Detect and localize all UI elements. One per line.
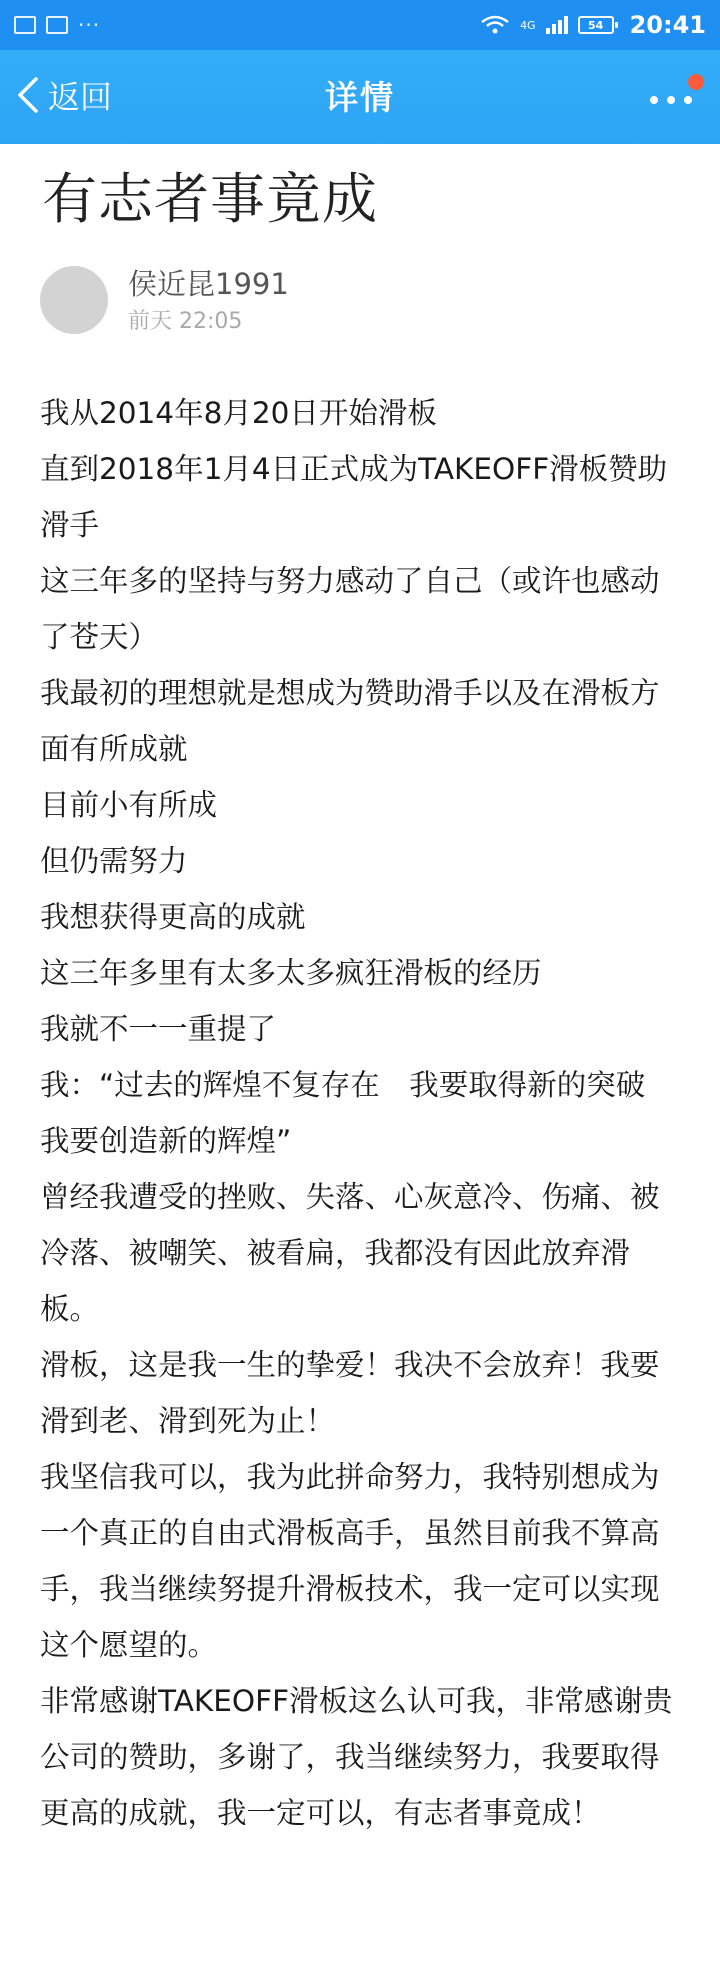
article-title: 有志者事竟成 [42,167,379,231]
paragraph: 我就不一一重提了 [40,1012,277,1046]
paragraph: 我最初的理想就是想成为赞助滑手以及在滑板方面有所成就 [40,676,660,766]
author-row[interactable] [40,262,680,332]
paragraph: 直到2018年1月4日正式成为TAKEOFF滑板赞助滑手 [40,452,668,542]
more-dot [667,96,675,104]
more-dot [684,96,692,104]
more-options-button[interactable] [648,84,694,114]
status-bar [0,0,720,50]
screenshot-icon [46,16,68,34]
paragraph: 我想获得更高的成就 [40,900,306,934]
notification-badge [688,74,704,90]
page-title: 详情 [325,78,395,117]
more-dots-icon: ··· [78,13,101,37]
paragraph: 滑板，这是我一生的挚爱！我决不会放弃！我要滑到老、滑到死为止！ [40,1348,660,1438]
paragraph: 但仍需努力 [40,844,188,878]
paragraph: 非常感谢TAKEOFF滑板这么认可我，非常感谢贵公司的赞助，多谢了，我当继续努力，我要取得更高的成就，我一定可以，有志者事竟成！ [40,1684,673,1830]
network-type: 4G [520,18,536,32]
paragraph: 我从2014年8月20日开始滑板 [40,396,437,430]
paragraph: 我坚信我可以，我为此拼命努力，我特别想成为一个真正的自由式滑板高手，虽然目前我不算高手，我当继续努提升滑板技术，我一定可以实现这个愿望的。 [40,1460,660,1662]
signal-icon [546,16,568,34]
author-name[interactable]: 侯近昆1991 [128,267,289,301]
paragraph: 目前小有所成 [40,788,218,822]
image-icon [14,16,36,34]
paragraph: 我：“过去的辉煌不复存在 我要取得新的突破 我要创造新的辉煌” [40,1068,705,1158]
battery-level: 54 [587,18,604,32]
article-content [40,385,705,1841]
battery-icon [578,16,614,34]
more-dots-icon [650,96,658,104]
wifi-icon [480,15,510,35]
app-header [0,50,720,144]
avatar[interactable] [40,266,108,334]
paragraph: 这三年多里有太多太多疯狂滑板的经历 [40,956,542,990]
back-label: 返回 [48,78,113,116]
paragraph: 曾经我遭受的挫败、失落、心灰意冷、伤痛、被冷落、被嘲笑、被看扁，我都没有因此放弃滑板。 [40,1180,660,1326]
paragraph: 这三年多的坚持与努力感动了自己（或许也感动了苍天） [40,564,660,654]
status-left-icons [14,13,100,37]
status-right [480,11,706,39]
post-time: 前天 22:05 [128,309,243,334]
status-time: 20:41 [629,11,706,39]
